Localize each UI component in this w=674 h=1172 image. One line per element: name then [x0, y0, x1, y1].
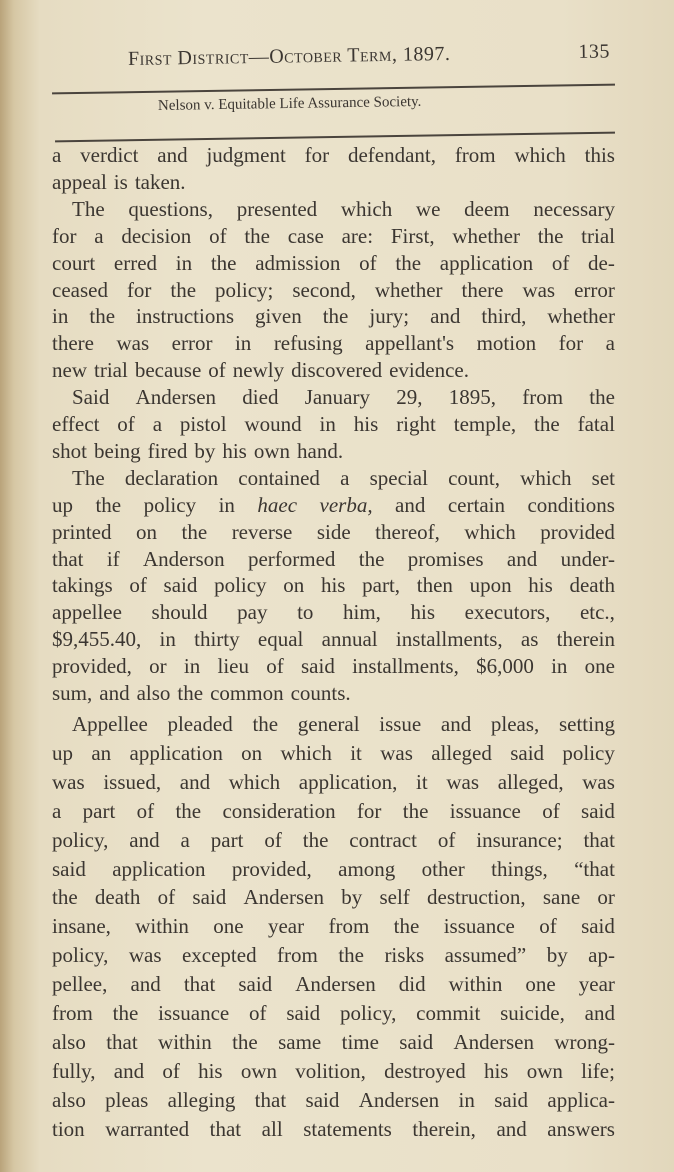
text-line: in the instructions given the jury; and third, whether [52, 304, 615, 329]
text-line: The questions, presented which we deem necessary [72, 196, 615, 221]
text-line: the death of said Andersen by self destruction, sane or [52, 885, 615, 910]
text-line: for a decision of the case are: First, whether the trial [52, 223, 615, 248]
text-line: ceased for the policy; second, whether there was error [52, 277, 615, 302]
text-line: policy, and a part of the contract of insurance; that [52, 827, 615, 852]
text-line: takings of said policy on his part, then upon his death [52, 573, 615, 598]
text-line: insane, within one year from the issuance of said [52, 914, 615, 939]
text-line: appellee should pay to him, his executors, etc., [52, 600, 615, 625]
case-title-rule [55, 132, 615, 142]
text-line: was issued, and which application, it was alleged, was [52, 769, 615, 794]
text-line: new trial because of newly discovered evidence. [52, 358, 469, 383]
text-line: printed on the reverse side thereof, which provided [52, 519, 615, 544]
text-line: shot being fired by his own hand. [52, 438, 344, 463]
text-line: fully, and of his own volition, destroyed his own life; [52, 1058, 615, 1083]
text-line: appeal is taken. [52, 169, 186, 194]
text-line: The declaration contained a special count, which set [72, 465, 615, 490]
text-line: a verdict and judgment for defendant, from which this [52, 143, 615, 167]
text-line: provided, or in lieu of said installments, $6,000 in one [52, 654, 615, 679]
running-head [128, 40, 610, 71]
running-title: First District—October Term, 1897. [127, 42, 451, 70]
text-line: said application provided, among other things, “that [52, 856, 615, 881]
text-line: Appellee pleaded the general issue and pleas, setting [72, 712, 615, 736]
text-line: up an application on which it was alleged said policy [52, 740, 615, 765]
text-line: there was error in refusing appellant's motion for a [52, 331, 615, 356]
header-rule [52, 84, 615, 94]
text-line: up the policy in haec verba, and certain conditions [52, 492, 615, 517]
text-line: also that within the same time said Andersen wrong- [52, 1029, 615, 1054]
text-line: from the issuance of said policy, commit suicide, and [52, 1001, 615, 1025]
text-line: $9,455.40, in thirty equal annual installments, as therein [52, 627, 615, 652]
page-number: 135 [578, 40, 611, 63]
text-line: sum, and also the common counts. [52, 681, 351, 705]
text-line: Said Andersen died January 29, 1895, from the [72, 385, 615, 410]
text-line: pellee, and that said Andersen did within one year [52, 972, 615, 997]
text-line: also pleas alleging that said Andersen in said applica- [52, 1087, 615, 1112]
text-line: court erred in the admission of the application of de- [52, 250, 615, 275]
text-line: policy, was excepted from the risks assumed” by ap- [52, 943, 615, 968]
text-line: effect of a pistol wound in his right temple, the fatal [52, 412, 615, 436]
text-line: a part of the consideration for the issuance of said [52, 798, 615, 823]
text-line: that if Anderson performed the promises and under- [52, 546, 615, 571]
case-title: Nelson v. Equitable Life Assurance Society. [157, 93, 422, 114]
text-line: tion warranted that all statements therein, and answers [52, 1116, 615, 1141]
